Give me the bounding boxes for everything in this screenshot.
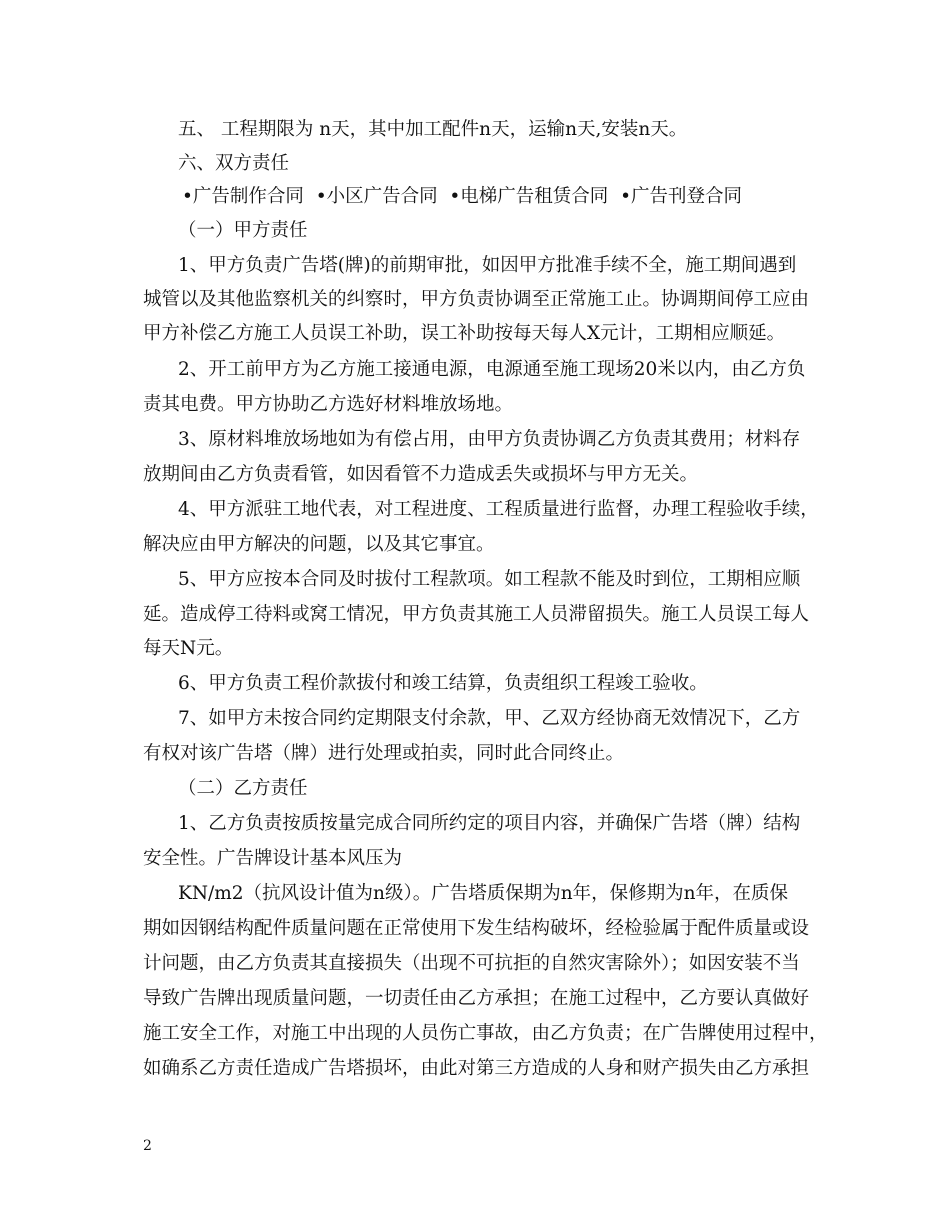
paragraph-line: 2、开工前甲方为乙方施工接通电源，电源通至施工现场20米以内，由乙方负 (178, 359, 806, 380)
paragraph-line: 导致广告牌出现质量问题，一切责任由乙方承担；在施工过程中，乙方要认真做好 (143, 988, 810, 1009)
paragraph-line: 1、甲方负责广告塔(牌)的前期审批，如因甲方批准手续不全，施工期间遇到 (178, 255, 797, 276)
paragraph-line: 有权对该广告塔（牌）进行处理或拍卖，同时此合同终止。 (143, 743, 625, 764)
paragraph-line: 放期间由乙方负责看管，如因看管不力造成丢失或损坏与甲方无关。 (143, 464, 699, 485)
paragraph-line: 6、甲方负责工程价款拔付和竣工结算，负责组织工程竣工验收。 (178, 673, 708, 694)
related-contracts-links (182, 185, 742, 209)
paragraph-line: 延。造成停工待料或窝工情况，甲方负责其施工人员滞留损失。施工人员误工每人 (143, 604, 810, 625)
paragraph-line: 计问题，由乙方负责其直接损失（出现不可抗拒的自然灾害除外）；如因安装不当 (143, 953, 800, 974)
paragraph-line: 期如因钢结构配件质量问题在正常使用下发生结构破坏，经检验属于配件质量或设 (143, 918, 810, 939)
paragraph-line: 责其电费。甲方协助乙方选好材料堆放场地。 (143, 394, 514, 415)
party-b-heading: （二）乙方责任 (178, 778, 308, 799)
paragraph-line: 解决应由甲方解决的问题，以及其它事宜。 (143, 534, 495, 555)
section-6-heading: 六、双方责任 (178, 153, 290, 174)
paragraph-line: 安全性。广告牌设计基本风压为 (143, 848, 403, 869)
paragraph-line: 1、乙方负责按质按量完成合同所约定的项目内容，并确保广告塔（牌）结构 (178, 813, 801, 834)
link-elevator-ad-lease-contract[interactable]: •电梯广告租赁合同 (449, 186, 609, 207)
link-community-ad-contract[interactable]: •小区广告合同 (315, 186, 438, 207)
link-ad-production-contract[interactable]: •广告制作合同 (182, 186, 304, 207)
paragraph-line: 5、甲方应按本合同及时拔付工程款项。如工程款不能及时到位，工期相应顺 (178, 569, 801, 590)
paragraph-line: 3、原材料堆放场地如为有偿占用，由甲方负责协调乙方负责其费用；材料存 (178, 429, 801, 450)
paragraph-line: 城管以及其他监察机关的纠察时，甲方负责协调至正常施工止。协调期间停工应由 (143, 289, 810, 310)
paragraph-line: 施工安全工作，对施工中出现的人员伤亡事故，由乙方负责；在广告牌使用过程中， (143, 1023, 828, 1044)
paragraph-line: 甲方补偿乙方施工人员误工补助，误工补助按每天每人X元计，工期相应顺延。 (143, 323, 786, 344)
link-ad-publication-contract[interactable]: •广告刊登合同 (620, 186, 742, 207)
paragraph-line: 每天N元。 (143, 638, 234, 659)
section-5-heading: 五、 工程期限为 n天，其中加工配件n天，运输n天,安装n天。 (178, 119, 688, 140)
page-number: 2 (143, 1138, 152, 1154)
paragraph-line: 如确系乙方责任造成广告塔损坏，由此对第三方造成的人身和财产损失由乙方承担 (143, 1058, 810, 1079)
paragraph-line: 7、如甲方未按合同约定期限支付余款，甲、乙双方经协商无效情况下，乙方 (178, 708, 801, 729)
paragraph-line: KN/m2（抗风设计值为n级）。广告塔质保期为n年，保修期为n年，在质保 (178, 883, 789, 904)
party-a-heading: （一）甲方责任 (178, 220, 308, 241)
paragraph-line: 4、甲方派驻工地代表，对工程进度、工程质量进行监督，办理工程验收手续， (178, 499, 819, 520)
